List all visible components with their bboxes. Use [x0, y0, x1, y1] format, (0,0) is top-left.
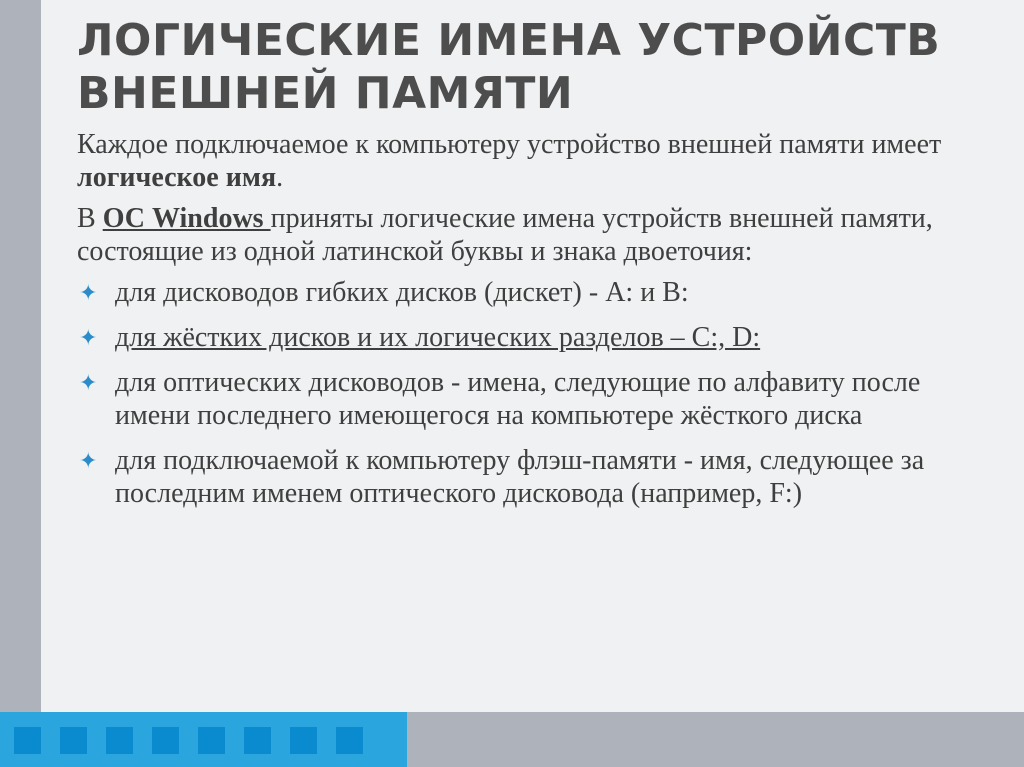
title-line-1: ЛОГИЧЕСКИЕ ИМЕНА УСТРОЙСТВ: [77, 15, 941, 66]
square-icon: [60, 727, 87, 754]
list-item: [77, 321, 977, 354]
list-item: [77, 276, 977, 309]
four-point-star-icon: ✦: [79, 281, 98, 306]
square-icon: [106, 727, 133, 754]
square-icon: [14, 727, 41, 754]
bullet-text-flash: для подключаемой к компьютеру флэш-памяти - имя, следующее за последним именем оптического дисковода (например, F:): [115, 445, 925, 509]
title-line-2: ВНЕШНЕЙ ПАМЯТИ: [77, 68, 574, 119]
paragraph-logical-name: [77, 128, 977, 194]
square-icon: [152, 727, 179, 754]
slide-title: [77, 14, 1007, 120]
slide-content: [77, 128, 977, 522]
footer-squares: [14, 727, 363, 754]
bullet-text-floppy: для дисководов гибких дисков (дискет) - А: и В:: [115, 277, 689, 308]
paragraph-1-bold-term: логическое имя: [77, 162, 277, 193]
list-item: [77, 444, 977, 510]
square-icon: [244, 727, 271, 754]
bullet-text-hard-disk: для жёстких дисков и их логических разделов – С:, D:: [115, 322, 761, 353]
paragraph-2-text: приняты логические имена устройств внешней памяти, состоящие из одной латинской буквы и знака двоеточия:: [77, 203, 933, 267]
os-windows-term: ОС Windows: [102, 203, 271, 234]
paragraph-windows-names: [77, 202, 977, 268]
list-item: [77, 366, 977, 432]
four-point-star-icon: ✦: [79, 326, 98, 351]
square-icon: [198, 727, 225, 754]
paragraph-1-text: Каждое подключаемое к компьютеру устройство внешней памяти имеет: [77, 129, 942, 160]
bullet-list: [77, 276, 977, 510]
footer-blue-strip: [0, 712, 407, 767]
paragraph-1-period: .: [276, 162, 284, 193]
square-icon: [290, 727, 317, 754]
bullet-text-optical: для оптических дисководов - имена, следующие по алфавиту после имени последнего имеющегося на компьютере жёсткого диска: [115, 367, 921, 431]
paragraph-2-prefix: В: [77, 203, 103, 234]
footer-bar: [0, 712, 1024, 767]
four-point-star-icon: ✦: [79, 371, 98, 396]
four-point-star-icon: ✦: [79, 449, 98, 474]
left-side-bar: [0, 0, 41, 712]
square-icon: [336, 727, 363, 754]
